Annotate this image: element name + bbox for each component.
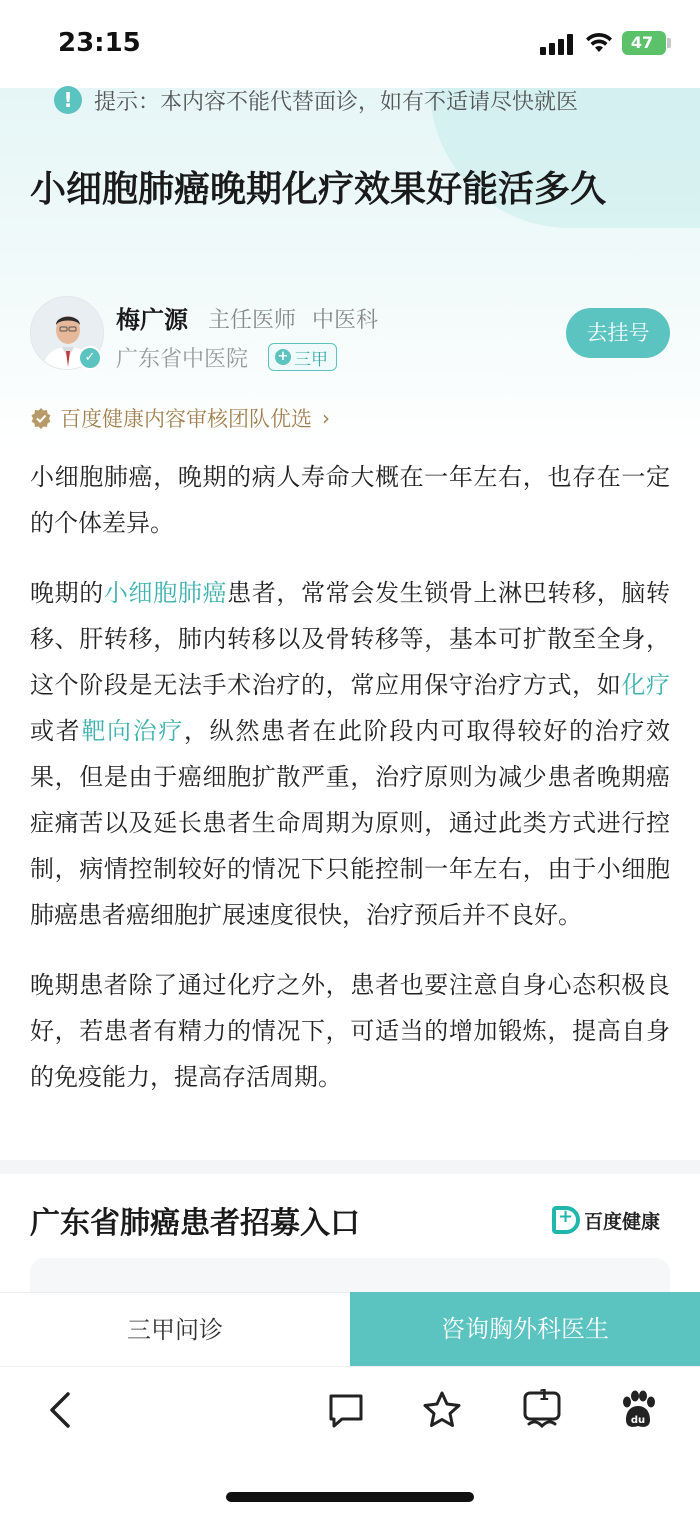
- grade-text: 三甲: [294, 349, 328, 370]
- content-review-link[interactable]: [30, 402, 330, 434]
- baidu-health-mark-icon: [552, 1206, 580, 1234]
- doctor-name[interactable]: 梅广源: [116, 306, 188, 334]
- doctor-hospital: 广东省中医院: [116, 347, 249, 372]
- top-hospital-consult-button[interactable]: 三甲问诊: [0, 1292, 350, 1366]
- exclamation-icon: !: [54, 86, 82, 114]
- paragraph-text: 晚期患者除了通过化疗之外，患者也要注意自身心态积极良好，若患者有精力的情况下，可适当的增加锻炼，提高自身的免疫能力，提高存活周期。: [30, 971, 670, 1091]
- keyword-link-targeted-therapy[interactable]: 靶向治疗: [81, 717, 185, 745]
- doctor-title: 主任医师: [208, 308, 297, 333]
- recruit-section-title: 广东省肺癌患者招募入口: [30, 1206, 360, 1241]
- review-badge-icon: [30, 407, 52, 429]
- paragraph-text: 晚期的: [30, 579, 104, 607]
- battery-level: 47: [630, 33, 654, 52]
- section-divider: [0, 1160, 700, 1174]
- notice-text: 提示：本内容不能代替面诊，如有不适请尽快就医: [94, 89, 579, 115]
- brand-text: 百度健康: [584, 1210, 661, 1233]
- article-paragraph: [30, 962, 670, 1100]
- page-title: 小细胞肺癌晚期化疗效果好能活多久: [30, 169, 607, 210]
- paragraph-text: 患者，常常会发生锁骨上淋巴转移，脑转移、肝转移，肺内转移以及骨转移等，基本可扩散至全身，这个阶段是无法手术治疗的，常应用保守治疗方式，如: [30, 579, 671, 699]
- consult-thoracic-surgeon-button[interactable]: 咨询胸外科医生: [350, 1292, 700, 1366]
- review-text: 百度健康内容审核团队优选: [60, 407, 312, 431]
- status-bar: [0, 0, 700, 88]
- chevron-right-icon: ›: [322, 406, 330, 430]
- status-time: 23:15: [58, 28, 141, 58]
- article-paragraph: [30, 570, 670, 938]
- consult-action-bar: [0, 1292, 700, 1366]
- tab-count: 1: [538, 1386, 550, 1404]
- hospital-grade-badge: [268, 343, 337, 371]
- baidu-health-logo: [552, 1204, 660, 1236]
- medical-notice: [54, 84, 578, 116]
- paragraph-text: 或者: [30, 717, 82, 745]
- baidu-paw-icon[interactable]: [616, 1388, 660, 1432]
- keyword-link-chemotherapy[interactable]: 化疗: [621, 671, 670, 699]
- verified-badge-icon: ✓: [78, 346, 102, 370]
- plus-icon: +: [275, 349, 291, 365]
- register-button[interactable]: 去挂号: [566, 308, 670, 358]
- battery-icon: [622, 31, 666, 55]
- wifi-icon: [584, 30, 614, 54]
- comment-icon[interactable]: [324, 1388, 368, 1432]
- paragraph-text: 小细胞肺癌，晚期的病人寿命大概在一年左右，也存在一定的个体差异。: [30, 463, 670, 537]
- article-body: [30, 454, 670, 1124]
- back-arrow-icon[interactable]: [40, 1388, 84, 1432]
- article-paragraph: [30, 454, 670, 546]
- paragraph-text: ，纵然患者在此阶段内可取得较好的治疗效果，但是由于癌细胞扩散严重，治疗原则为减少患者晚期癌症痛苦以及延长患者生命周期为原则，通过此类方式进行控制，病情控制较好的情况下只能控制一年左右，由于小细胞肺癌患者癌细胞扩展速度很快，治疗预后并不良好。: [30, 717, 671, 929]
- svg-text:du: du: [630, 1415, 646, 1426]
- home-indicator: [226, 1492, 474, 1502]
- doctor-department: 中医科: [312, 308, 379, 333]
- keyword-link-small-cell-lung-cancer[interactable]: 小细胞肺癌: [103, 579, 228, 607]
- star-icon[interactable]: [420, 1388, 464, 1432]
- cellular-signal-icon: [540, 33, 576, 55]
- battery-cap: [667, 38, 671, 48]
